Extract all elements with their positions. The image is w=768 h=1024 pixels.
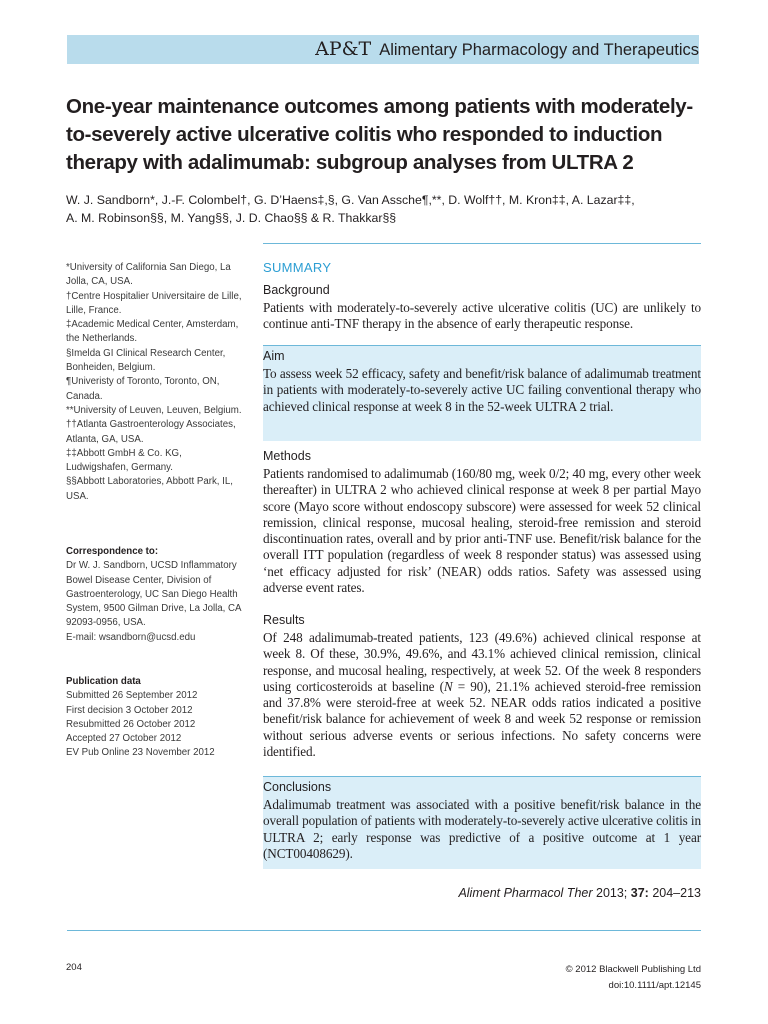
affiliation: §Imelda GI Clinical Research Center, Bonheiden, Belgium.	[66, 347, 226, 374]
aim-section	[263, 345, 701, 441]
affiliation: *University of California San Diego, La Jolla, CA, USA.	[66, 262, 231, 288]
page-number: 204	[66, 962, 82, 973]
methods-heading: Methods	[263, 449, 311, 463]
citation	[458, 886, 701, 900]
affiliations	[66, 261, 246, 504]
methods-section	[263, 446, 701, 596]
aim-text: To assess week 52 efficacy, safety and benefit/risk balance of adalimumab treatment in patients with moderately-to-severely active UC failing conventional therapy who achieved clinical response at week 8 in the 52-week ULTRA 2 trial.	[263, 366, 701, 414]
publication-date: First decision 3 October 2012	[66, 704, 193, 716]
footer-right	[566, 962, 701, 994]
footer-rule	[67, 930, 701, 931]
correspondence-email: E-mail: wsandborn@ucsd.edu	[66, 631, 196, 643]
conclusions-section	[263, 776, 701, 869]
results-text	[263, 630, 701, 760]
aim-heading: Aim	[263, 349, 285, 363]
author-line: A. M. Robinson§§, M. Yang§§, J. D. Chao§§ & R. Thakkar§§	[66, 211, 397, 225]
affiliation: ¶Univeristy of Toronto, Toronto, ON, Canada.	[66, 376, 220, 402]
affiliation: ††Atlanta Gastroenterology Associates, Atlanta, GA, USA.	[66, 419, 236, 445]
publication-heading: Publication data	[66, 676, 141, 687]
journal-name: Alimentary Pharmacology and Therapeutics	[379, 41, 699, 59]
publication-date: EV Pub Online 23 November 2012	[66, 747, 215, 759]
affiliation: ‡Academic Medical Center, Amsterdam, the Netherlands.	[66, 319, 239, 345]
affiliation: §§Abbott Laboratories, Abbott Park, IL, USA.	[66, 476, 233, 502]
background-text: Patients with moderately-to-severely active ulcerative colitis (UC) are unlikely to continue anti-TNF therapy in the absence of early therapeutic response.	[263, 300, 701, 332]
background-heading: Background	[263, 283, 330, 297]
author-list	[66, 191, 706, 227]
results-section	[263, 610, 701, 760]
article-title: One-year maintenance outcomes among patients with moderately-to-severely active ulcerative colitis who responded to induction therapy with adalimumab: subgroup analyses from ULTRA 2	[66, 95, 693, 174]
background-section	[263, 280, 701, 333]
conclusions-text: Adalimumab treatment was associated with a positive benefit/risk balance in the overall population of patients with moderately-to-severely active ulcerative colitis in ULTRA 2; early response was predictive of a positive outcome at 1 year (NCT00408629).	[263, 797, 701, 861]
correspondence-heading: Correspondence to:	[66, 546, 159, 557]
publication-date: Resubmitted 26 October 2012	[66, 718, 196, 730]
journal-header	[315, 38, 699, 62]
journal-logo: AP&T	[315, 38, 372, 60]
correspondence	[66, 545, 251, 645]
affiliation: †Centre Hospitalier Universitaire de Lille, Lille, France.	[66, 290, 242, 316]
results-heading: Results	[263, 613, 305, 627]
affiliation: ‡‡Abbott GmbH & Co. KG, Ludwigshafen, Germany.	[66, 447, 182, 474]
summary-label: SUMMARY	[263, 260, 332, 275]
correspondence-address: Dr W. J. Sandborn, UCSD Inflammatory Bowel Disease Center, Division of Gastroenterology, UC San Diego Health System, 9500 Gilman Drive, La Jolla, CA 92093-0956, USA.	[66, 560, 241, 629]
affiliation: **University of Leuven, Leuven, Belgium.	[66, 404, 242, 416]
results-text-part: = 90), 21.1% achieved steroid-free remission and 37.8% were steroid-free at week 52. NEAR odds ratios indicated a positive benefit/risk balance for achievement of week 8 and week 52 response or remission without serious adverse events or serious infections. No safety concerns were identified.	[263, 678, 701, 760]
methods-text: Patients randomised to adalimumab (160/80 mg, week 0/2; 40 mg, every other week thereafter) in ULTRA 2 who achieved clinical response at week 8 per partial Mayo score (Mayo score without endoscopy subscore) were assessed for week 52 clinical remission, clinical response, mucosal healing, steroid-free remission and steroid discontinuation rates, overall and by prior anti-TNF use. Benefit/risk balance for the overall ITT population (regardless of week 8 responder status) was assessed using ‘net efficacy adjusted for risk’ (NEAR) odds ratios. Safety was assessed using adverse event rates.	[263, 466, 701, 596]
results-n-symbol: N	[443, 678, 453, 694]
publication-date: Submitted 26 September 2012	[66, 690, 198, 702]
citation-pages: 204–213	[652, 886, 701, 900]
citation-volume: 37:	[630, 886, 649, 900]
citation-year: 2013;	[596, 886, 628, 900]
conclusions-heading: Conclusions	[263, 780, 332, 794]
summary-top-rule	[263, 243, 701, 244]
author-line: W. J. Sandborn*, J.-F. Colombel†, G. D’Haens‡,§, G. Van Assche¶,**, D. Wolf††, M. Kron‡‡, A. Lazar‡‡,	[66, 193, 635, 207]
publication-date: Accepted 27 October 2012	[66, 733, 182, 745]
results-text-part: Of 248 adalimumab-treated patients, 123 (49.6%) achieved clinical response at week 8. Of these, 30.9%, 49.6%, and 43.1% achieved clinical remission, clinical response, and mucosal healing, respectively, at week 52. Of the week 8 responders using corticosteroids at baseline (	[263, 630, 701, 694]
publication-data	[66, 675, 251, 761]
doi: doi:10.1111/apt.12145	[608, 980, 701, 991]
citation-journal: Aliment Pharmacol Ther	[458, 886, 593, 900]
copyright: © 2012 Blackwell Publishing Ltd	[565, 964, 701, 975]
